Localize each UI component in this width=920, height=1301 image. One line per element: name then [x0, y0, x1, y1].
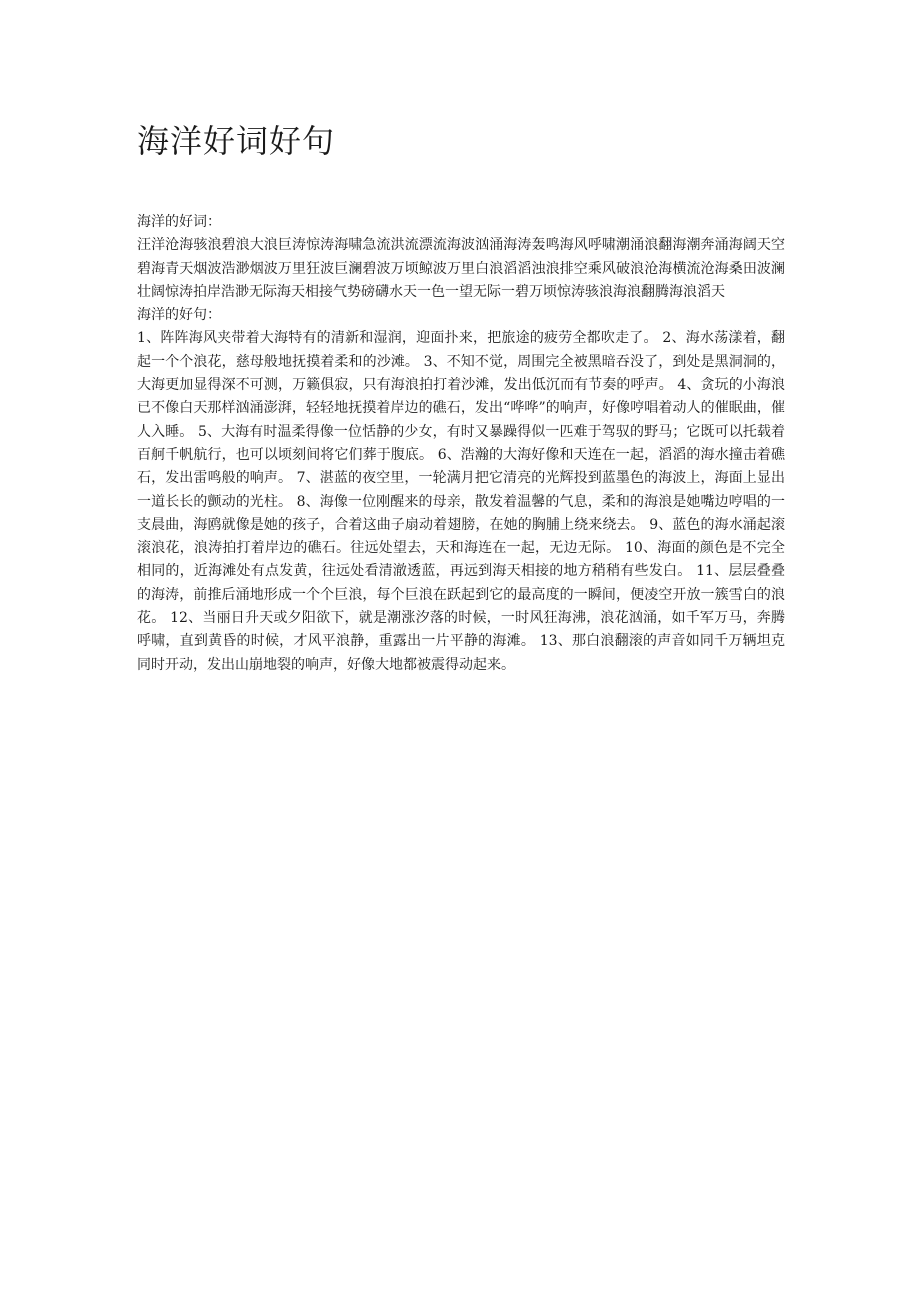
sentences-heading: 海洋的好句：: [137, 307, 221, 324]
sentence-12: 12、当丽日升天或夕阳欲下，就是潮涨汐落的时候，一时风狂海沸，浪花汹涌，如千军万马，奔腾呼啸，直到黄昏的时候，才风平浪静，重露出一片平静的海滩。: [137, 610, 786, 650]
words-heading: 海洋的好词：: [137, 214, 221, 230]
sentence-7: 7、湛蓝的夜空里，一轮满月把它清亮的光辉投到蓝墨色的海波上，海面上显出一道长长的颤动的光柱。: [137, 470, 786, 510]
sentence-9: 9、蓝色的海水涌起滚滚浪花，浪涛拍打着岸边的礁石。往远处望去，天和海连在一起，无边无际。: [137, 516, 785, 557]
page-title: 海洋好词好句: [137, 122, 336, 160]
sentence-5: 5、大海有时温柔得像一位恬静的少女，有时又暴躁得似一匹难于驾驭的野马；它既可以托载着百舸千帆航行，也可以顷刻间将它们葬于腹底。: [137, 423, 786, 463]
sentence-1: 1、阵阵海风夹带着大海特有的清新和湿润，迎面扑来，把旅途的疲劳全都吹走了。: [137, 330, 658, 347]
sentence-2: 2、海水荡漾着，翻起一个个浪花，慈母般地抚摸着柔和的沙滩。: [137, 330, 786, 370]
sentence-11: 11、层层叠叠的海涛，前推后涌地形成一个个巨浪，每个巨浪在跃起到它的最高度的一瞬间，便凌空开放一簇雪白的浪花。: [137, 563, 785, 627]
sentence-3: 3、不知不觉，周围完全被黑暗吞没了，到处是黑洞洞的，大海更加显得深不可测，万籁俱寂，只有海浪拍打着沙滩，发出低沉而有节奏的呼声。: [137, 353, 786, 394]
sentence-8: 8、海像一位刚醒来的母亲，散发着温馨的气息，柔和的海浪是她嘴边哼唱的一支晨曲，海鸥就像是她的孩子，合着这曲子扇动着翅膀，在她的胸脯上绕来绕去。: [137, 493, 786, 533]
words-paragraph: 汪洋沧海骇浪碧浪大浪巨涛惊涛海啸急流洪流漂流海波汹涌海涛轰鸣海风呼啸潮涌浪翻海潮奔涌海阔天空碧海青天烟波浩渺烟波万里狂波巨澜碧波万顷鲸波万里白浪滔滔浊浪排空乘风破浪沧海横流沧海桑田波澜壮阔惊涛拍岸浩渺无际海天相接气势磅礴水天一色一望无际一碧万顷惊涛骇浪海浪翻腾海浪滔天: [137, 237, 785, 300]
sentence-6: 6、浩瀚的大海好像和天连在一起，滔滔的海水撞击着礁石，发出雷鸣般的响声。: [137, 446, 786, 487]
sentence-4: 4、贪玩的小海浪已不像白天那样汹涌澎湃，轻轻地抚摸着岸边的礁石，发出“哗哗”的响声，好像哼唱着动人的催眠曲，催人入睡。: [137, 377, 786, 440]
sentences-paragraph: [137, 327, 785, 676]
sentence-10: 10、海面的颜色是不完全相同的，近海滩处有点发黄，往远处看清澈透蓝，再远到海天相接的地方稍稍有些发白。: [137, 540, 785, 580]
document-body: [137, 211, 785, 677]
sentence-13: 13、那白浪翻滚的声音如同千万辆坦克同时开动，发出山崩地裂的响声，好像大地都被震得动起来。: [137, 633, 785, 673]
